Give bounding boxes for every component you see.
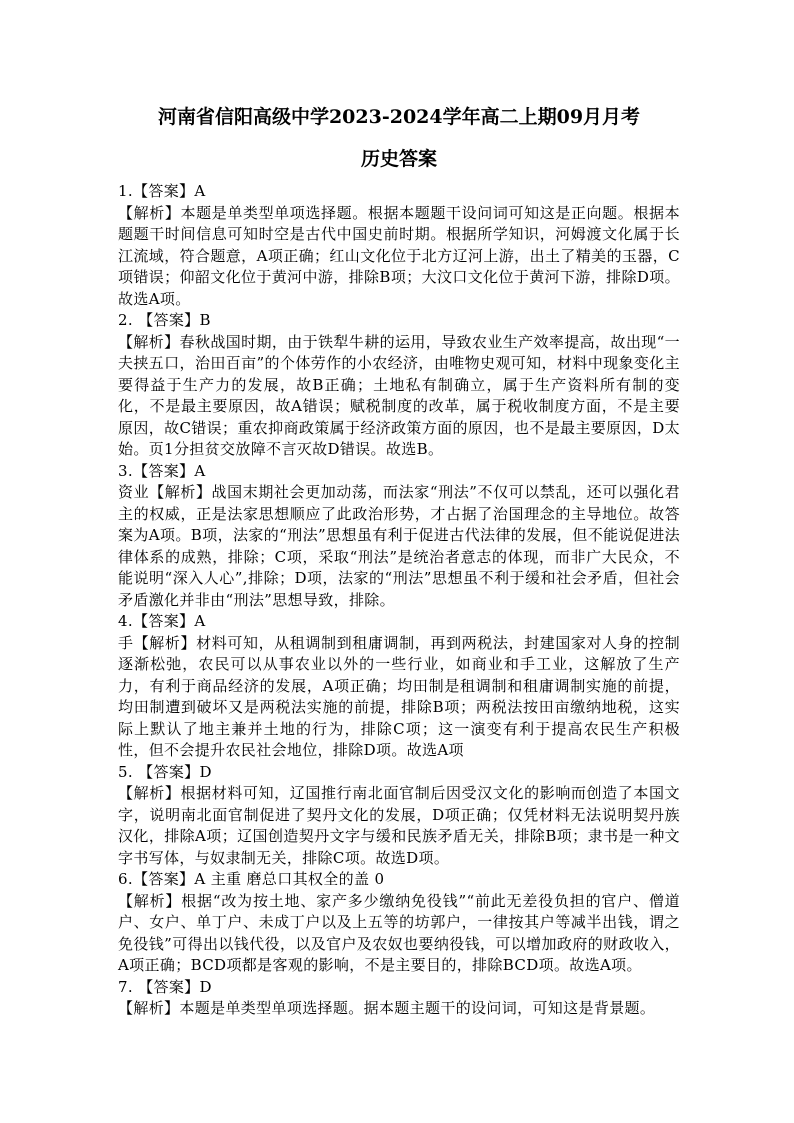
analysis-paragraph: 【解析】本题是单类型单项选择题。根据本题题干设问词可知这是正向题。根据本题题干时间信息可知时空是古代中国史前时期。根据所学知识，河姆渡文化属于长江流域，符合题意，A项正确；红山文化位于北方辽河上游，出土了精美的玉器，C项错误；仰韶文化位于黄河中游，排除B项；大汶口文化位于黄河下游，排除D项。故选A项。: [118, 203, 680, 308]
answer-item-4: [118, 611, 680, 762]
answer-item-7: [118, 977, 680, 1020]
answer-item-1: [118, 181, 680, 310]
document-title: 河南省信阳高级中学2023-2024学年高二上期09月月考: [157, 106, 641, 128]
analysis-paragraph: 资业【解析】战国末期社会更加动荡，而法家“刑法”不仅可以禁乱，还可以强化君主的权威，正是法家思想顺应了此政治形势，才占据了治国理念的主导地位。故答案为A项。B项，法家的“刑法”思想虽有利于促进古代法律的发展，但不能说促进法律体系的成熟，排除；C项，采取“刑法”是统治者意志的体现，而非广大民众，不能说明“深入人心”,排除；D项，法家的“刑法”思想虽不利于缓和社会矛盾，但社会矛盾激化并非由“刑法”思想导致，排除。: [118, 483, 680, 609]
answer-line: 1.【答案】A: [118, 182, 206, 200]
answer-item-5: [118, 762, 680, 870]
analysis-paragraph: 【解析】本题是单类型单项选择题。据本题主题干的设问词，可知这是背景题。: [118, 999, 656, 1017]
answer-line: 3.【答案】A: [118, 461, 206, 480]
analysis-paragraph: 【解析】春秋战国时期，由于铁犁牛耕的运用，导致农业生产效率提高，故出现“一夫挟五口，治田百亩”的个体劳作的小农经济，由唯物史观可知，材料中现象变化主要得益于生产力的发展，故B正确；土地私有制确立，属于生产资料所有制的变化，不是最主要原因，故A错误；赋税制度的改革，属于税收制度方面，不是主要原因，故C错误；重农抑商政策属于经济政策方面的原因，也不是最主要原因，D太始。页1分担贫交放障不言灭故D错误。故选B。: [118, 332, 680, 458]
document-subtitle: 历史答案: [360, 148, 437, 170]
answer-line: 4.【答案】A: [118, 612, 206, 630]
analysis-paragraph: 手【解析】材料可知，从租调制到租庸调制，再到两税法，封建国家对人身的控制逐渐松弛，农民可以从事农业以外的一些行业，如商业和手工业，这解放了生产力，有利于商品经济的发展，A项正确；均田制是租调制和租庸调制实施的前提，均田制遭到破坏又是两税法实施的前提，排除B项；两税法按田亩缴纳地税，这实际上默认了地主兼并土地的行为，排除C项；这一演变有利于提高农民生产积极性，但不会提升农民社会地位，排除D项。故选A项: [118, 633, 680, 759]
answer-line: 2. 【答案】B: [118, 311, 211, 329]
analysis-paragraph: 【解析】根据材料可知，辽国推行南北面官制后因受汉文化的影响而创造了本国文字，说明南北面官制促进了契丹文化的发展，D项正确；仅凭材料无法说明契丹族汉化，排除A项；辽国创造契丹文字与缓和民族矛盾无关，排除B项；隶书是一种文字书写体，与奴隶制无关，排除C项。故选D项。: [118, 784, 680, 867]
document-page: [118, 102, 680, 1020]
answer-line: 5. 【答案】D: [118, 762, 212, 781]
answer-line: 6.【答案】A 主重 磨总口其权全的盖 0: [118, 870, 385, 888]
answer-item-6: [118, 869, 680, 977]
answer-item-2: [118, 310, 680, 461]
analysis-paragraph: 【解析】根据“改为按土地、家产多少缴纳免役钱”“前此无差役负担的官户、僧道户、女户、单丁户、未成丁户以及上五等的坊郭户，一律按其户等减半出钱，谓之免役钱”可得出以钱代役，以及官户及农奴也要纳役钱，可以增加政府的财政收入，A项正确；BCD项都是客观的影响，不是主要目的，排除BCD项。故选A项。: [118, 891, 680, 974]
answer-list: [118, 181, 680, 1020]
answer-item-3: [118, 461, 680, 612]
answer-line: 7. 【答案】D: [118, 977, 212, 996]
